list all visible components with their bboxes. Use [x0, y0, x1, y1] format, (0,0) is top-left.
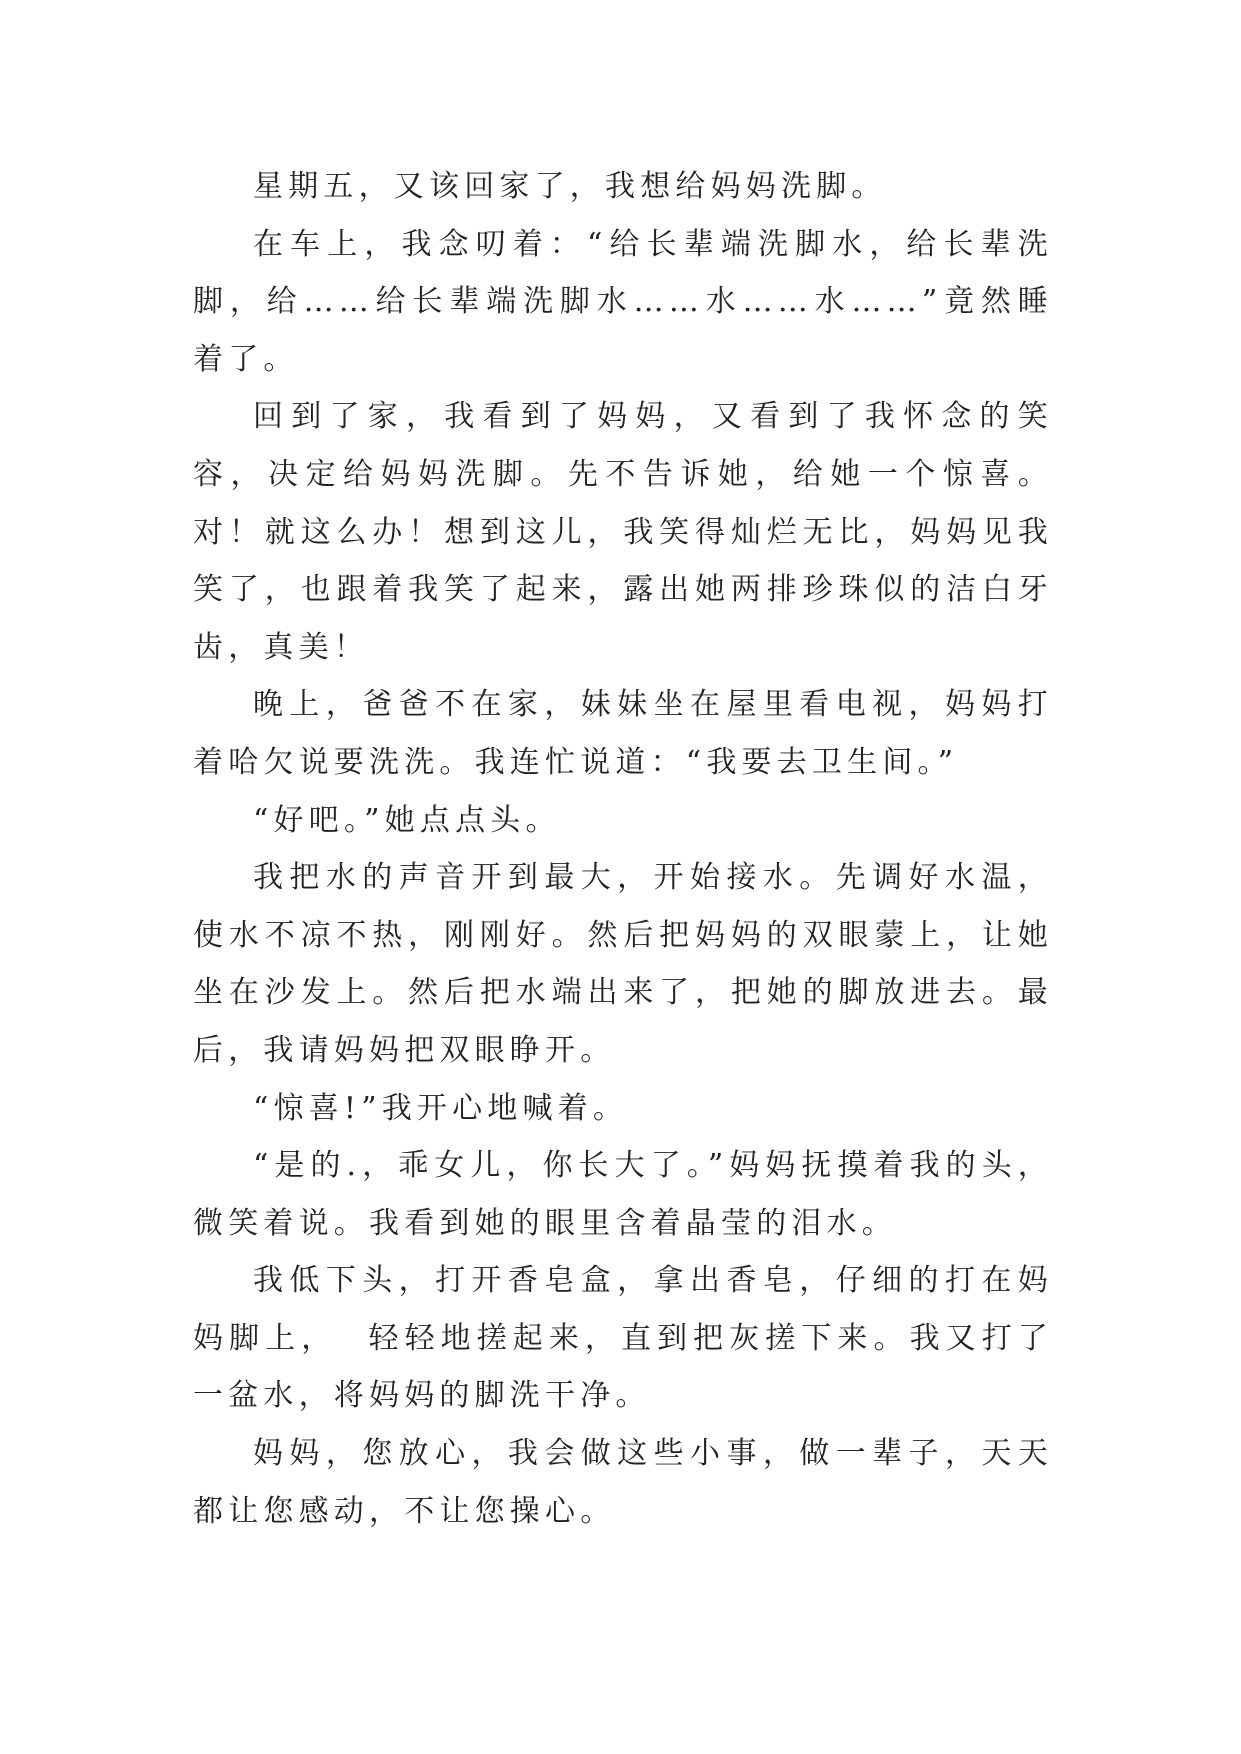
paragraph: 晚上，爸爸不在家，妹妹坐在屋里看电视，妈妈打着哈欠说要洗洗。我连忙说道：“我要去卫生间。”: [193, 687, 1053, 780]
paragraph: “是的.，乖女儿，你长大了。”妈妈抚摸着我的头，微笑着说。我看到她的眼里含着晶莹的泪水。: [193, 1148, 1053, 1241]
paragraph: 星期五，又该回家了，我想给妈妈洗脚。: [253, 169, 887, 204]
paragraph: 妈妈，您放心，我会做这些小事，做一辈子，天天都让您感动，不让您操心。: [193, 1436, 1053, 1529]
paragraph: 我低下头，打开香皂盒，拿出香皂，仔细的打在妈妈脚上， 轻轻地搓起来，直到把灰搓下来。我又打了一盆水，将妈妈的脚洗干净。: [193, 1263, 1053, 1414]
paragraph: “惊喜!”我开心地喊着。: [253, 1090, 629, 1126]
paragraph: “好吧。”她点点头。: [253, 802, 561, 838]
document-body: [193, 158, 1053, 1540]
paragraph: 在车上，我念叨着：“给长辈端洗脚水，给长辈洗脚，给……给长辈端洗脚水……水……水……”竟然睡着了。: [193, 226, 1053, 377]
paragraph: 回到了家，我看到了妈妈，又看到了我怀念的笑容，决定给妈妈洗脚。先不告诉她，给她一个惊喜。对！就这么办！想到这儿，我笑得灿烂无比，妈妈见我笑了，也跟着我笑了起来，露出她两排珍珠似的洁白牙齿，真美！: [193, 399, 1053, 665]
paragraph: 我把水的声音开到最大，开始接水。先调好水温，使水不凉不热，刚刚好。然后把妈妈的双眼蒙上，让她坐在沙发上。然后把水端出来了，把她的脚放进去。最后，我请妈妈把双眼睁开。: [193, 860, 1053, 1068]
